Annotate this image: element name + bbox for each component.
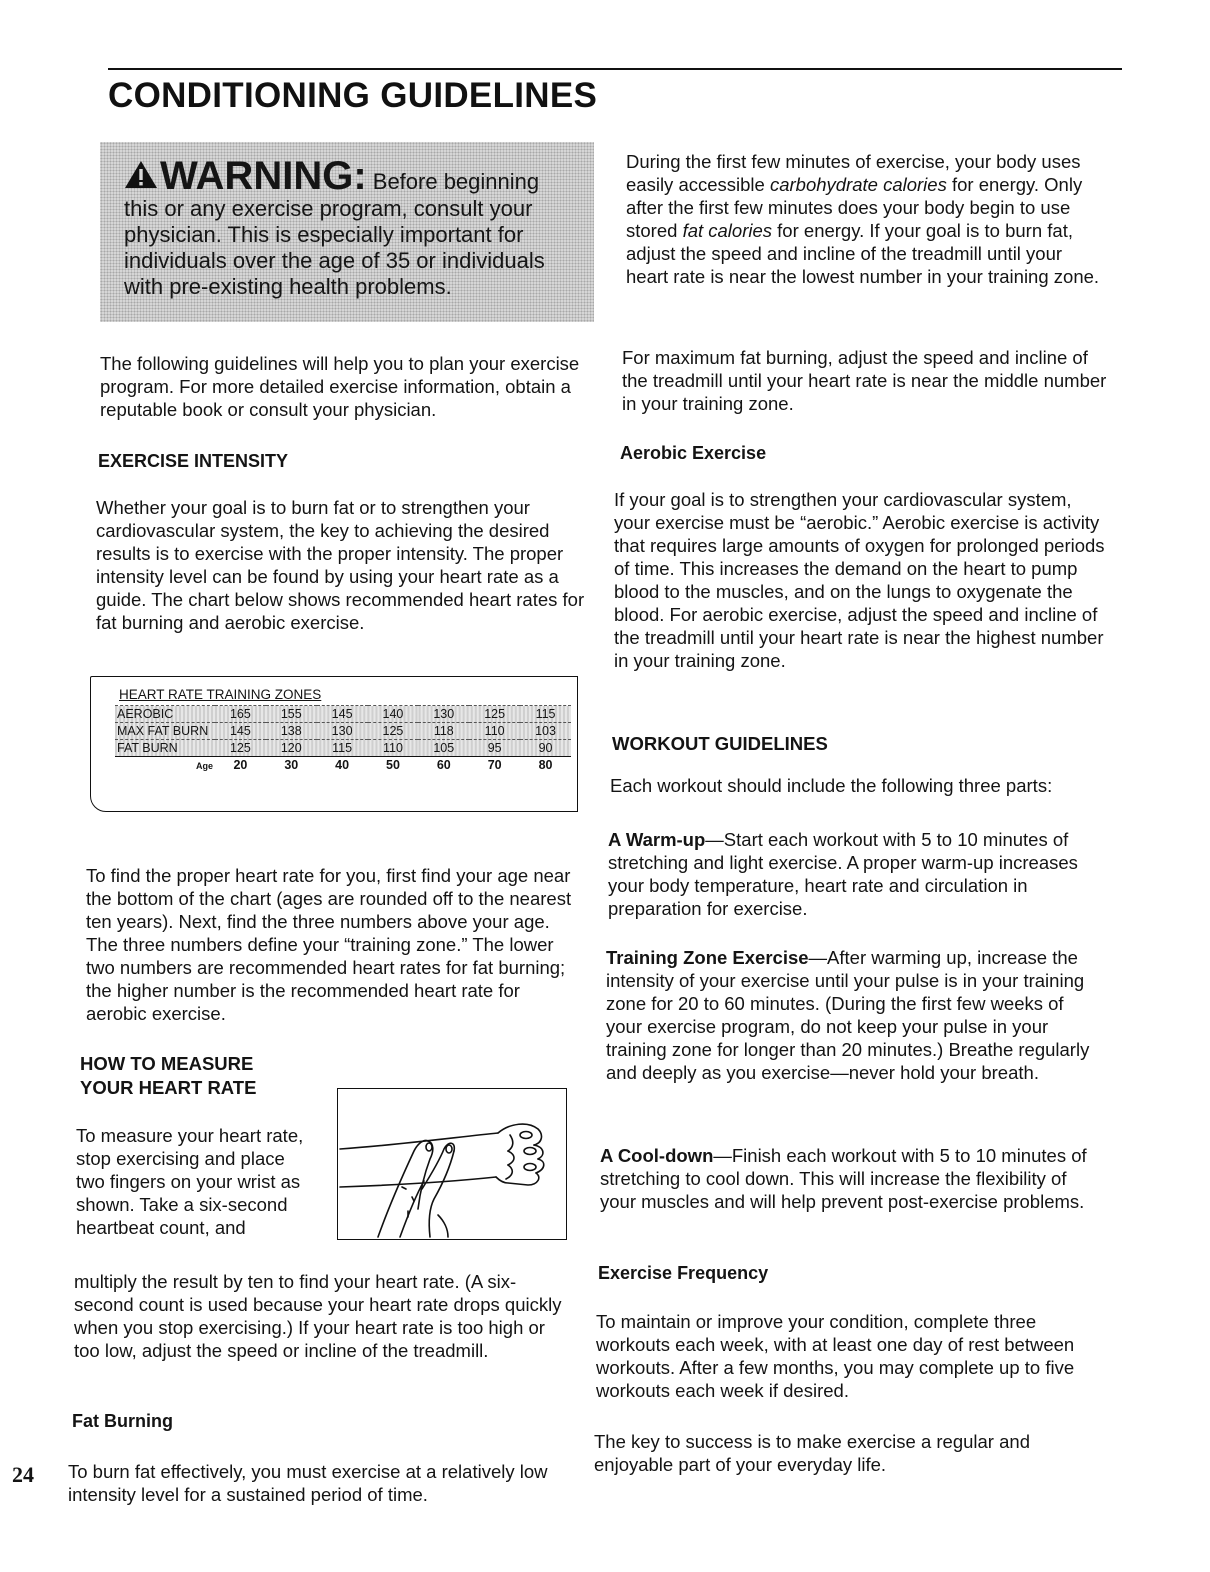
aerobic-paragraph: If your goal is to strengthen your cardiovascular system, your exercise must be “aerobic.” Aerobic exercise is activity that requires large amounts of oxygen for prolonged periods of time. This increases the demand on the heart to pump blood to the muscles, and on the lungs to oxygenate the blood. For aerobic exercise, adjust the speed and incline of the treadmill until your heart rate is near the highest number in your training zone. [614,489,1105,671]
cooldown-lead: A Cool-down [600,1145,714,1166]
chart-cell: 90 [538,741,553,755]
age-cell: 30 [266,757,317,774]
key-section [594,1430,1094,1476]
age-label: Age [195,761,213,771]
warning-triangle-icon [124,159,158,189]
chart-cell: 105 [433,741,455,755]
aerobic-section [614,488,1108,672]
page-number: 24 [12,1462,34,1487]
warning-box [100,142,594,322]
training-zone-lead: Training Zone Exercise [606,947,809,968]
chart-cell: 145 [331,707,353,721]
chart-cell: 130 [433,707,455,721]
exercise-intensity-heading: EXERCISE INTENSITY [98,451,289,471]
warning-heading: WARNING: [160,154,367,198]
training-zone-body: —After warming up, increase the intensity of your exercise until your pulse is in your training zone for 20 to 60 minutes. (During the first few weeks of your exercise program, do not keep your pulse in your training zone for longer than 20 minutes.) Breathe regularly and deeply as you exercise—never hold your breath. [606,947,1090,1083]
cooldown-section [600,1144,1098,1213]
warmup-section [608,828,1100,920]
fat-calories-emphasis: fat calories [682,220,773,241]
frequency-heading: Exercise Frequency [598,1263,769,1283]
warning-body: Before beginning this or any exercise program, consult your physician. This is especially important for individuals over the age of 35 or individuals with pre-existing health problems. [124,169,545,299]
row-label: AEROBIC [117,707,174,721]
carb-paragraph [626,150,1108,288]
chart-cell: 125 [382,724,404,738]
warmup-lead: A Warm-up [608,829,706,850]
chart-cell: 125 [484,707,506,721]
carb-text-2: for energy. Only after the first few minutes does your body begin to use stored [626,174,1083,241]
heart-rate-row-aerobic [115,706,571,723]
chart-cell: 125 [229,741,251,755]
carb-calories-emphasis: carbohydrate calories [769,174,947,195]
measure-paragraph-narrow: To measure your heart rate, stop exercising and place two fingers on your wrist as shown. Take a six-second heartbeat count, and [76,1125,304,1238]
warmup-body: —Start each workout with 5 to 10 minutes of stretching and light exercise. A proper warm-up increases your body temperature, heart rate and circulation in preparation for exercise. [608,829,1078,919]
wrist-pulse-hand-illustration [337,1088,567,1240]
chart-cell: 95 [487,741,502,755]
frequency-section [596,1310,1096,1402]
intro-paragraph: The following guidelines will help you to plan your exercise program. For more detailed exercise information, obtain a reputable book or consult your physician. [100,353,580,420]
chart-cell: 110 [382,741,403,755]
carb-text-1: During the first few minutes of exercise, your body uses easily accessible [626,151,1081,195]
intro-section [100,352,590,421]
max-fat-paragraph: For maximum fat burning, adjust the speed and incline of the treadmill until your heart rate is near the middle number in your training zone. [622,347,1107,414]
chart-cell: 140 [382,707,404,721]
aerobic-heading: Aerobic Exercise [620,443,767,463]
warning-text [124,156,570,300]
workout-intro-section [610,774,1110,797]
training-zone-paragraph [606,946,1098,1084]
age-cell: 70 [469,757,520,774]
age-cell: 80 [520,757,571,774]
row-label: FAT BURN [117,741,178,755]
chart-cell: 155 [280,707,302,721]
measure-heading-line-1: HOW TO MEASURE [80,1053,254,1074]
workout-heading: WORKOUT GUIDELINES [612,733,828,754]
key-paragraph: The key to success is to make exercise a regular and enjoyable part of your everyday life. [594,1431,1030,1475]
measure-heading [80,1052,340,1100]
carb-section [626,150,1108,288]
chart-cell: 130 [331,724,353,738]
exercise-intensity-paragraph: Whether your goal is to burn fat or to strengthen your cardiovascular system, the key to achieving the desired results is to exercise with the proper intensity. The proper intensity level can be found by using your heart rate as a guide. The chart below shows recommended heart rates for fat burning and aerobic exercise. [96,497,585,633]
warmup-paragraph [608,828,1100,920]
workout-intro-paragraph: Each workout should include the following three parts: [610,775,1053,796]
age-cell: 20 [215,757,266,774]
chart-cell: 118 [433,724,454,738]
find-rate-section [86,864,580,1025]
chart-cell: 115 [535,707,556,721]
heart-rate-table [115,705,571,773]
chart-cell: 165 [229,707,251,721]
age-cell: 60 [418,757,469,774]
exercise-intensity-section [96,496,590,634]
frequency-paragraph: To maintain or improve your condition, complete three workouts each week, with at least one day of rest between workouts. After a few months, you may complete up to five workouts each week if desired. [596,1311,1075,1401]
max-fat-section [622,346,1108,415]
measure-narrow-section [76,1124,308,1239]
heart-rate-row-age [115,757,571,774]
title-rule [108,68,1122,70]
measure-paragraph-wide: multiply the result by ten to find your heart rate. (A six-second count is used because your heart rate drops quickly when you stop exercising.) If your heart rate is too high or too low, adjust the speed or incline of the treadmill. [74,1271,562,1361]
find-rate-paragraph: To find the proper heart rate for you, first find your age near the bottom of the chart (ages are rounded off to the nearest ten years). Next, find the three numbers above your age. The three numbers define your “training zone.” The lower two numbers are recommended heart rates for fat burning; the higher number is the recommended heart rate for aerobic exercise. [86,865,572,1024]
heart-rate-chart [90,676,578,812]
heart-rate-chart-title: HEART RATE TRAINING ZONES [119,687,322,702]
training-zone-section [606,946,1098,1084]
measure-heading-line-2: YOUR HEART RATE [80,1077,257,1098]
heart-rate-row-fat-burn [115,740,571,757]
hand-illustration-svg [338,1089,565,1238]
age-cell: 40 [317,757,368,774]
chart-cell: 115 [332,741,353,755]
carb-text-3: for energy. If your goal is to burn fat, adjust the speed and incline of the treadmill until your heart rate is near the lowest number in your training zone. [626,220,1100,287]
fat-burning-section [68,1460,562,1506]
age-cell: 50 [368,757,419,774]
fat-burning-paragraph: To burn fat effectively, you must exercise at a relatively low intensity level for a sustained period of time. [68,1461,548,1505]
measure-wide-section [74,1270,564,1362]
chart-cell: 120 [280,741,302,755]
chart-cell: 138 [280,724,302,738]
fat-burning-heading: Fat Burning [72,1411,173,1431]
chart-cell: 110 [484,724,505,738]
chart-cell: 145 [229,724,251,738]
heart-rate-row-max-fat-burn [115,723,571,740]
cooldown-body: —Finish each workout with 5 to 10 minutes of stretching to cool down. This will increase the flexibility of your muscles and will help prevent post-exercise problems. [600,1145,1087,1212]
page-title: CONDITIONING GUIDELINES [108,76,598,115]
cooldown-paragraph [600,1144,1098,1213]
chart-cell: 103 [535,724,556,738]
row-label: MAX FAT BURN [117,724,209,738]
